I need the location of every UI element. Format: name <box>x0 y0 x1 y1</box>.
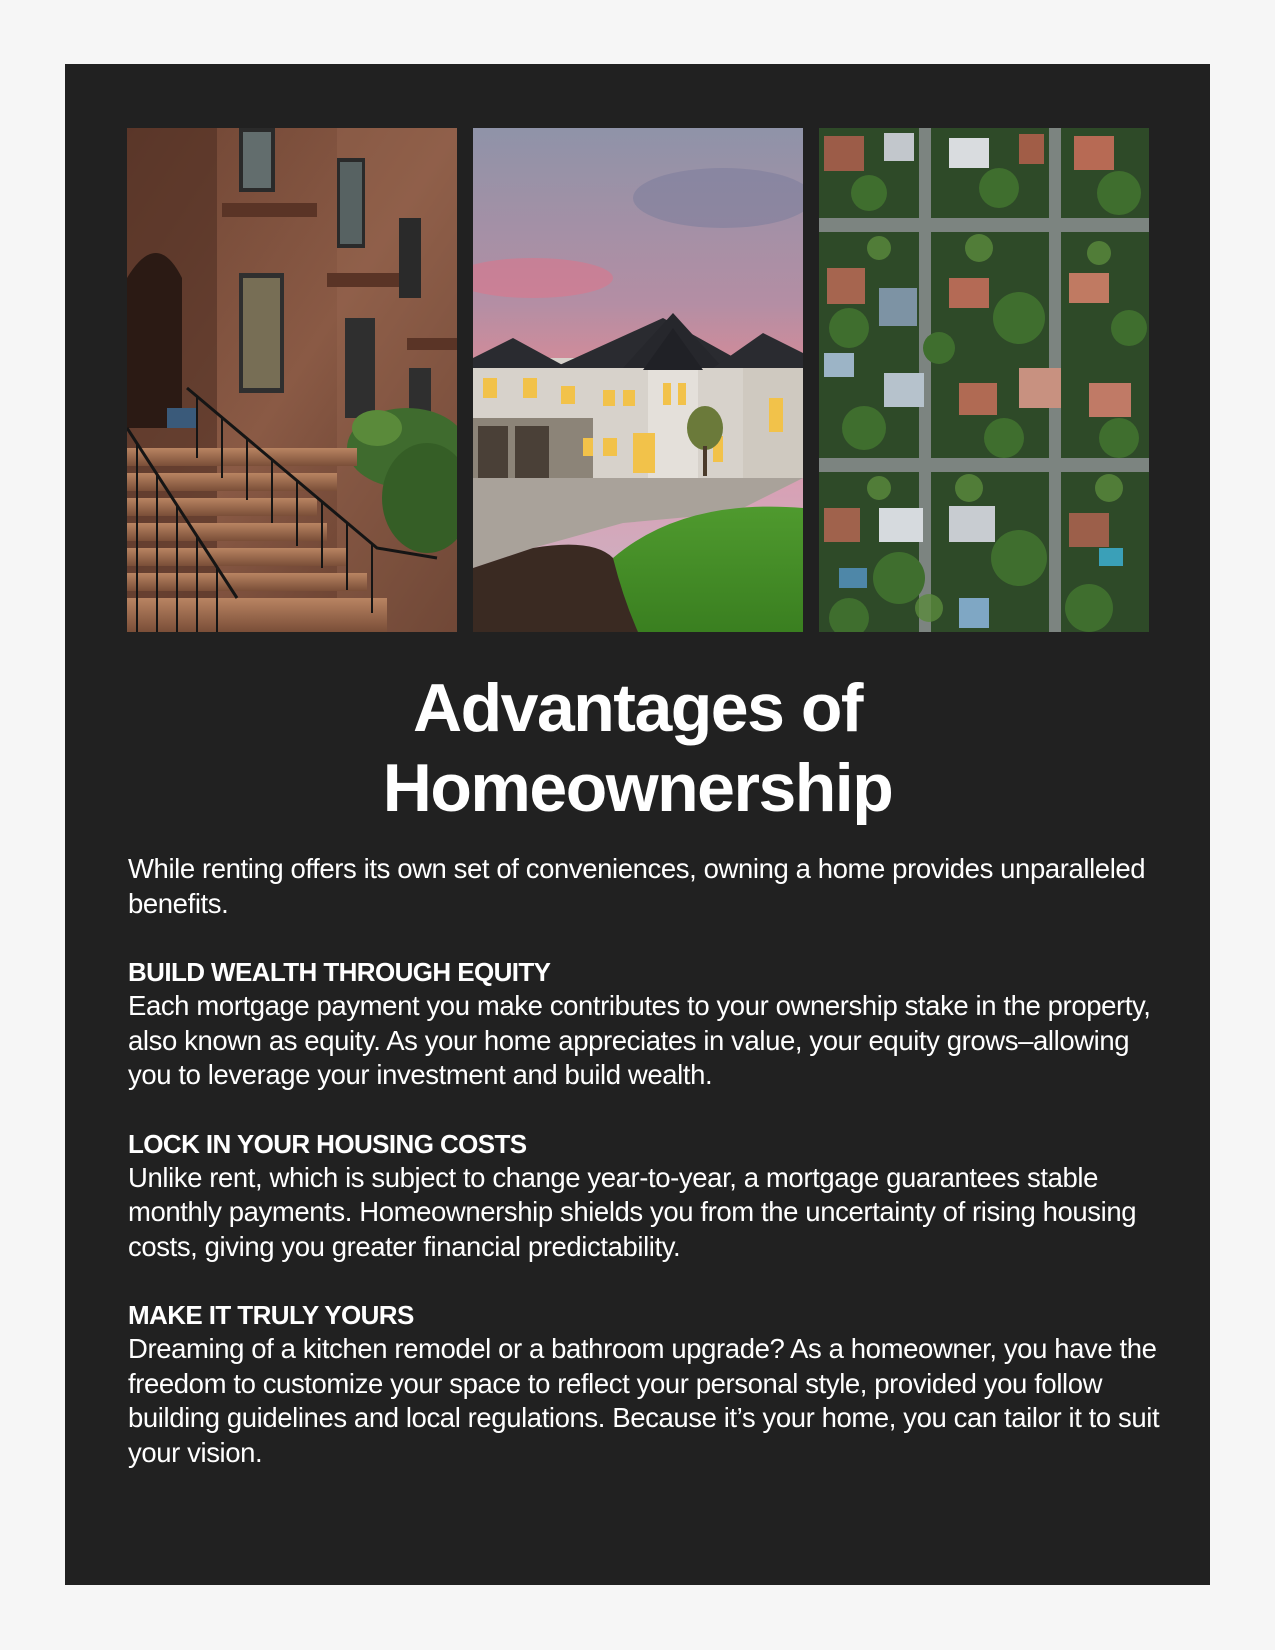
brownstone-photo <box>127 128 457 632</box>
section-build-wealth <box>128 955 1168 1093</box>
intro-paragraph: While renting offers its own set of conveniences, owning a home provides unparalleled benefits. <box>128 853 1146 919</box>
page-title-line-1: Advantages of <box>412 670 863 746</box>
section-body: Unlike rent, which is subject to change year-to-year, a mortgage guarantees stable monthly payments. Homeownership shields you from the uncertainty of rising housing costs, giving you greater financial predictability. <box>128 1161 1137 1262</box>
section-heading: BUILD WEALTH THROUGH EQUITY <box>128 957 551 987</box>
section-body: Each mortgage payment you make contributes to your ownership stake in the property, also known as equity. As your home appreciates in value, your equity grows–allowing you to leverage your investment and build wealth. <box>128 990 1151 1090</box>
section-lock-in-costs <box>128 1127 1168 1265</box>
aerial-neighborhood-photo <box>819 128 1149 632</box>
section-heading: LOCK IN YOUR HOUSING COSTS <box>128 1128 527 1159</box>
body-content <box>128 852 1168 1504</box>
flyer-panel <box>65 64 1210 1585</box>
page-title <box>65 668 1210 828</box>
photo-strip <box>127 128 1149 632</box>
page-title-line-2: Homeownership <box>382 750 893 826</box>
section-body: Dreaming of a kitchen remodel or a bathroom upgrade? As a homeowner, you have the freedom to customize your space to reflect your personal style, provided you follow building guidelines and local regulations. Because it’s your home, you can tailor it to suit your vision. <box>128 1333 1160 1468</box>
section-make-it-yours <box>128 1298 1168 1470</box>
section-heading: MAKE IT TRULY YOURS <box>128 1300 414 1330</box>
modern-house-photo <box>473 128 803 632</box>
